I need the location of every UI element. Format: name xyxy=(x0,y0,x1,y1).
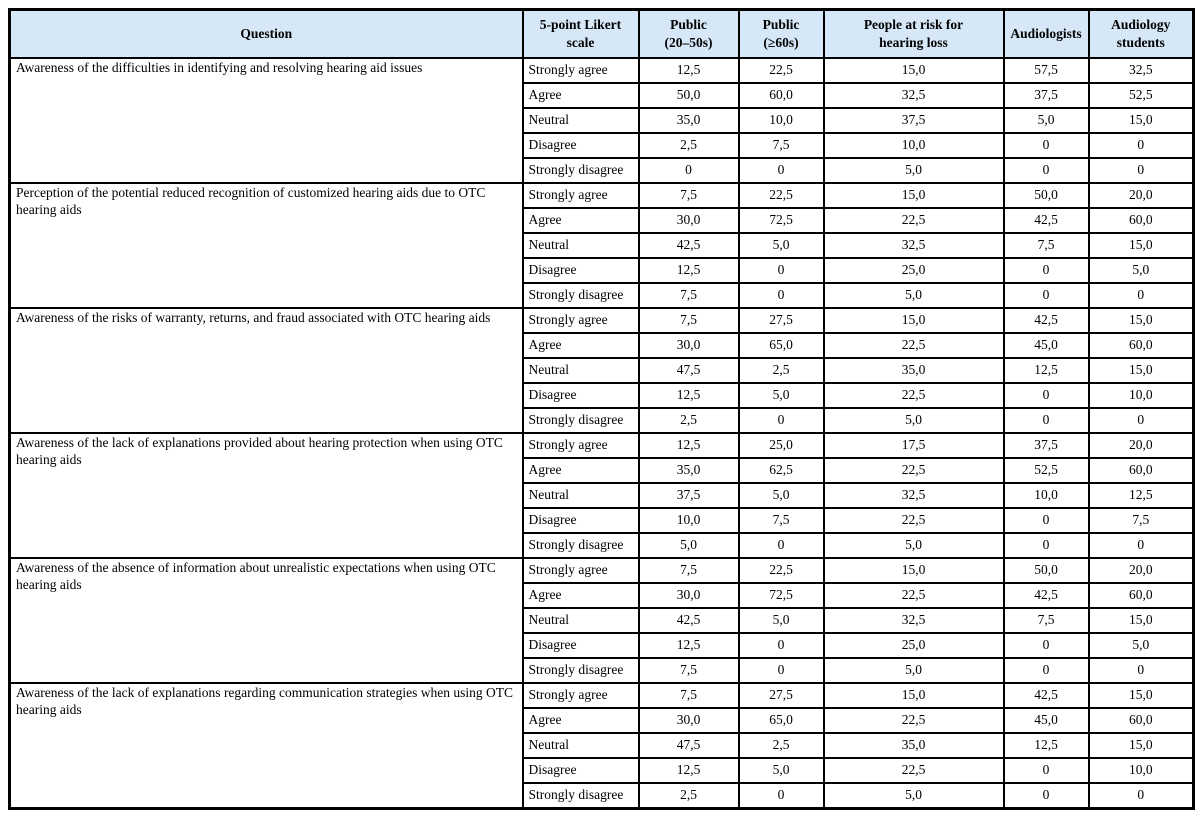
value-cell: 22,5 xyxy=(824,508,1004,533)
likert-scale-cell: Agree xyxy=(523,333,639,358)
value-cell: 0 xyxy=(1089,158,1194,183)
likert-scale-cell: Neutral xyxy=(523,233,639,258)
value-cell: 37,5 xyxy=(824,108,1004,133)
value-cell: 0 xyxy=(739,283,824,308)
value-cell: 32,5 xyxy=(1089,58,1194,83)
value-cell: 0 xyxy=(1004,258,1089,283)
value-cell: 7,5 xyxy=(639,183,739,208)
value-cell: 2,5 xyxy=(639,133,739,158)
value-cell: 5,0 xyxy=(824,408,1004,433)
value-cell: 20,0 xyxy=(1089,183,1194,208)
table-row xyxy=(10,433,1194,458)
value-cell: 37,5 xyxy=(1004,433,1089,458)
likert-scale-cell: Neutral xyxy=(523,483,639,508)
value-cell: 45,0 xyxy=(1004,708,1089,733)
value-cell: 60,0 xyxy=(739,83,824,108)
table-row xyxy=(10,308,1194,333)
value-cell: 32,5 xyxy=(824,233,1004,258)
value-cell: 42,5 xyxy=(1004,208,1089,233)
col-header-public-20-50s: Public (20–50s) xyxy=(639,10,739,59)
value-cell: 5,0 xyxy=(824,158,1004,183)
value-cell: 15,0 xyxy=(1089,608,1194,633)
question-cell: Awareness of the lack of explanations provided about hearing protection when using OTC hearing aids xyxy=(10,433,523,558)
table-row xyxy=(10,58,1194,83)
value-cell: 32,5 xyxy=(824,83,1004,108)
value-cell: 12,5 xyxy=(1089,483,1194,508)
value-cell: 15,0 xyxy=(1089,733,1194,758)
likert-scale-cell: Agree xyxy=(523,458,639,483)
likert-scale-cell: Neutral xyxy=(523,358,639,383)
value-cell: 12,5 xyxy=(639,258,739,283)
value-cell: 22,5 xyxy=(824,383,1004,408)
value-cell: 30,0 xyxy=(639,333,739,358)
value-cell: 22,5 xyxy=(824,708,1004,733)
value-cell: 5,0 xyxy=(739,383,824,408)
likert-scale-cell: Agree xyxy=(523,83,639,108)
likert-scale-cell: Disagree xyxy=(523,508,639,533)
value-cell: 47,5 xyxy=(639,733,739,758)
value-cell: 15,0 xyxy=(1089,308,1194,333)
value-cell: 30,0 xyxy=(639,583,739,608)
col-header-audiologists: Audiologists xyxy=(1004,10,1089,59)
likert-scale-cell: Disagree xyxy=(523,383,639,408)
header-row xyxy=(10,10,1194,59)
table-body xyxy=(10,58,1194,809)
value-cell: 25,0 xyxy=(824,633,1004,658)
question-cell: Awareness of the absence of information about unrealistic expectations when using OTC hearing aids xyxy=(10,558,523,683)
value-cell: 22,5 xyxy=(824,333,1004,358)
value-cell: 0 xyxy=(1089,783,1194,809)
value-cell: 5,0 xyxy=(1004,108,1089,133)
value-cell: 2,5 xyxy=(739,358,824,383)
likert-scale-cell: Neutral xyxy=(523,608,639,633)
value-cell: 27,5 xyxy=(739,308,824,333)
value-cell: 0 xyxy=(739,533,824,558)
col-header-people-at-risk: People at risk for hearing loss xyxy=(824,10,1004,59)
value-cell: 72,5 xyxy=(739,208,824,233)
likert-scale-cell: Strongly disagree xyxy=(523,658,639,683)
value-cell: 12,5 xyxy=(639,758,739,783)
col-header-likert-scale: 5-point Likert scale xyxy=(523,10,639,59)
value-cell: 0 xyxy=(1004,633,1089,658)
likert-scale-cell: Strongly disagree xyxy=(523,533,639,558)
value-cell: 65,0 xyxy=(739,333,824,358)
value-cell: 0 xyxy=(1089,658,1194,683)
value-cell: 60,0 xyxy=(1089,333,1194,358)
value-cell: 5,0 xyxy=(739,483,824,508)
value-cell: 15,0 xyxy=(1089,358,1194,383)
question-cell: Perception of the potential reduced recognition of customized hearing aids due to OTC hearing aids xyxy=(10,183,523,308)
value-cell: 10,0 xyxy=(1089,758,1194,783)
value-cell: 65,0 xyxy=(739,708,824,733)
value-cell: 42,5 xyxy=(1004,683,1089,708)
value-cell: 10,0 xyxy=(824,133,1004,158)
value-cell: 45,0 xyxy=(1004,333,1089,358)
likert-scale-cell: Strongly agree xyxy=(523,683,639,708)
value-cell: 60,0 xyxy=(1089,458,1194,483)
value-cell: 5,0 xyxy=(824,783,1004,809)
value-cell: 7,5 xyxy=(639,558,739,583)
likert-scale-cell: Agree xyxy=(523,708,639,733)
question-cell: Awareness of the difficulties in identifying and resolving hearing aid issues xyxy=(10,58,523,183)
value-cell: 35,0 xyxy=(639,108,739,133)
value-cell: 52,5 xyxy=(1004,458,1089,483)
value-cell: 15,0 xyxy=(824,58,1004,83)
value-cell: 22,5 xyxy=(824,583,1004,608)
value-cell: 72,5 xyxy=(739,583,824,608)
table-header xyxy=(10,10,1194,59)
likert-scale-cell: Neutral xyxy=(523,108,639,133)
likert-scale-cell: Strongly disagree xyxy=(523,283,639,308)
value-cell: 42,5 xyxy=(639,608,739,633)
col-header-question: Question xyxy=(10,10,523,59)
likert-scale-cell: Strongly agree xyxy=(523,308,639,333)
value-cell: 7,5 xyxy=(1004,233,1089,258)
value-cell: 0 xyxy=(739,658,824,683)
value-cell: 5,0 xyxy=(1089,633,1194,658)
value-cell: 20,0 xyxy=(1089,433,1194,458)
value-cell: 35,0 xyxy=(639,458,739,483)
likert-scale-cell: Strongly agree xyxy=(523,558,639,583)
value-cell: 35,0 xyxy=(824,358,1004,383)
table-row xyxy=(10,683,1194,708)
value-cell: 7,5 xyxy=(639,308,739,333)
value-cell: 62,5 xyxy=(739,458,824,483)
value-cell: 7,5 xyxy=(639,283,739,308)
value-cell: 0 xyxy=(1089,133,1194,158)
col-header-public-60s: Public (≥60s) xyxy=(739,10,824,59)
value-cell: 15,0 xyxy=(824,558,1004,583)
likert-scale-cell: Disagree xyxy=(523,133,639,158)
value-cell: 5,0 xyxy=(824,533,1004,558)
value-cell: 30,0 xyxy=(639,208,739,233)
value-cell: 12,5 xyxy=(639,633,739,658)
survey-results-table xyxy=(8,8,1195,810)
value-cell: 22,5 xyxy=(824,208,1004,233)
value-cell: 12,5 xyxy=(639,383,739,408)
value-cell: 22,5 xyxy=(824,758,1004,783)
value-cell: 0 xyxy=(639,158,739,183)
likert-scale-cell: Disagree xyxy=(523,258,639,283)
value-cell: 15,0 xyxy=(824,683,1004,708)
value-cell: 5,0 xyxy=(739,233,824,258)
table-row xyxy=(10,183,1194,208)
value-cell: 5,0 xyxy=(1089,258,1194,283)
likert-scale-cell: Agree xyxy=(523,208,639,233)
value-cell: 50,0 xyxy=(639,83,739,108)
value-cell: 60,0 xyxy=(1089,583,1194,608)
likert-scale-cell: Strongly agree xyxy=(523,183,639,208)
value-cell: 5,0 xyxy=(739,758,824,783)
value-cell: 5,0 xyxy=(639,533,739,558)
value-cell: 7,5 xyxy=(1089,508,1194,533)
value-cell: 15,0 xyxy=(1089,683,1194,708)
value-cell: 50,0 xyxy=(1004,558,1089,583)
value-cell: 50,0 xyxy=(1004,183,1089,208)
value-cell: 47,5 xyxy=(639,358,739,383)
likert-scale-cell: Strongly disagree xyxy=(523,408,639,433)
value-cell: 0 xyxy=(1089,283,1194,308)
value-cell: 0 xyxy=(1004,408,1089,433)
question-cell: Awareness of the lack of explanations regarding communication strategies when using OTC hearing aids xyxy=(10,683,523,809)
value-cell: 0 xyxy=(1004,133,1089,158)
value-cell: 7,5 xyxy=(739,133,824,158)
value-cell: 0 xyxy=(1089,408,1194,433)
value-cell: 0 xyxy=(1004,508,1089,533)
value-cell: 5,0 xyxy=(739,608,824,633)
likert-scale-cell: Strongly disagree xyxy=(523,158,639,183)
value-cell: 37,5 xyxy=(639,483,739,508)
value-cell: 0 xyxy=(1004,758,1089,783)
value-cell: 22,5 xyxy=(739,58,824,83)
value-cell: 0 xyxy=(739,158,824,183)
value-cell: 15,0 xyxy=(1089,233,1194,258)
value-cell: 42,5 xyxy=(1004,308,1089,333)
value-cell: 0 xyxy=(1004,383,1089,408)
value-cell: 17,5 xyxy=(824,433,1004,458)
value-cell: 2,5 xyxy=(639,783,739,809)
value-cell: 2,5 xyxy=(639,408,739,433)
value-cell: 0 xyxy=(739,633,824,658)
value-cell: 32,5 xyxy=(824,608,1004,633)
value-cell: 57,5 xyxy=(1004,58,1089,83)
value-cell: 42,5 xyxy=(639,233,739,258)
likert-scale-cell: Disagree xyxy=(523,758,639,783)
value-cell: 27,5 xyxy=(739,683,824,708)
value-cell: 12,5 xyxy=(1004,733,1089,758)
value-cell: 37,5 xyxy=(1004,83,1089,108)
value-cell: 0 xyxy=(1004,783,1089,809)
value-cell: 7,5 xyxy=(639,683,739,708)
value-cell: 25,0 xyxy=(739,433,824,458)
value-cell: 0 xyxy=(1089,533,1194,558)
value-cell: 7,5 xyxy=(739,508,824,533)
value-cell: 10,0 xyxy=(1089,383,1194,408)
value-cell: 20,0 xyxy=(1089,558,1194,583)
value-cell: 12,5 xyxy=(639,433,739,458)
likert-scale-cell: Disagree xyxy=(523,633,639,658)
likert-scale-cell: Neutral xyxy=(523,733,639,758)
col-header-audiology-students: Audiology students xyxy=(1089,10,1194,59)
value-cell: 22,5 xyxy=(739,183,824,208)
value-cell: 52,5 xyxy=(1089,83,1194,108)
likert-scale-cell: Strongly disagree xyxy=(523,783,639,809)
value-cell: 2,5 xyxy=(739,733,824,758)
value-cell: 0 xyxy=(1004,533,1089,558)
value-cell: 30,0 xyxy=(639,708,739,733)
value-cell: 60,0 xyxy=(1089,708,1194,733)
likert-scale-cell: Agree xyxy=(523,583,639,608)
value-cell: 12,5 xyxy=(1004,358,1089,383)
value-cell: 7,5 xyxy=(1004,608,1089,633)
question-cell: Awareness of the risks of warranty, returns, and fraud associated with OTC hearing aids xyxy=(10,308,523,433)
value-cell: 15,0 xyxy=(824,183,1004,208)
value-cell: 0 xyxy=(1004,283,1089,308)
value-cell: 60,0 xyxy=(1089,208,1194,233)
value-cell: 0 xyxy=(1004,158,1089,183)
value-cell: 10,0 xyxy=(639,508,739,533)
value-cell: 10,0 xyxy=(1004,483,1089,508)
value-cell: 5,0 xyxy=(824,658,1004,683)
value-cell: 35,0 xyxy=(824,733,1004,758)
value-cell: 10,0 xyxy=(739,108,824,133)
value-cell: 5,0 xyxy=(824,283,1004,308)
value-cell: 0 xyxy=(739,408,824,433)
value-cell: 15,0 xyxy=(824,308,1004,333)
value-cell: 0 xyxy=(739,258,824,283)
likert-scale-cell: Strongly agree xyxy=(523,433,639,458)
value-cell: 22,5 xyxy=(739,558,824,583)
value-cell: 25,0 xyxy=(824,258,1004,283)
value-cell: 0 xyxy=(1004,658,1089,683)
value-cell: 15,0 xyxy=(1089,108,1194,133)
value-cell: 12,5 xyxy=(639,58,739,83)
likert-scale-cell: Strongly agree xyxy=(523,58,639,83)
value-cell: 42,5 xyxy=(1004,583,1089,608)
table-row xyxy=(10,558,1194,583)
value-cell: 0 xyxy=(739,783,824,809)
value-cell: 22,5 xyxy=(824,458,1004,483)
value-cell: 32,5 xyxy=(824,483,1004,508)
value-cell: 7,5 xyxy=(639,658,739,683)
